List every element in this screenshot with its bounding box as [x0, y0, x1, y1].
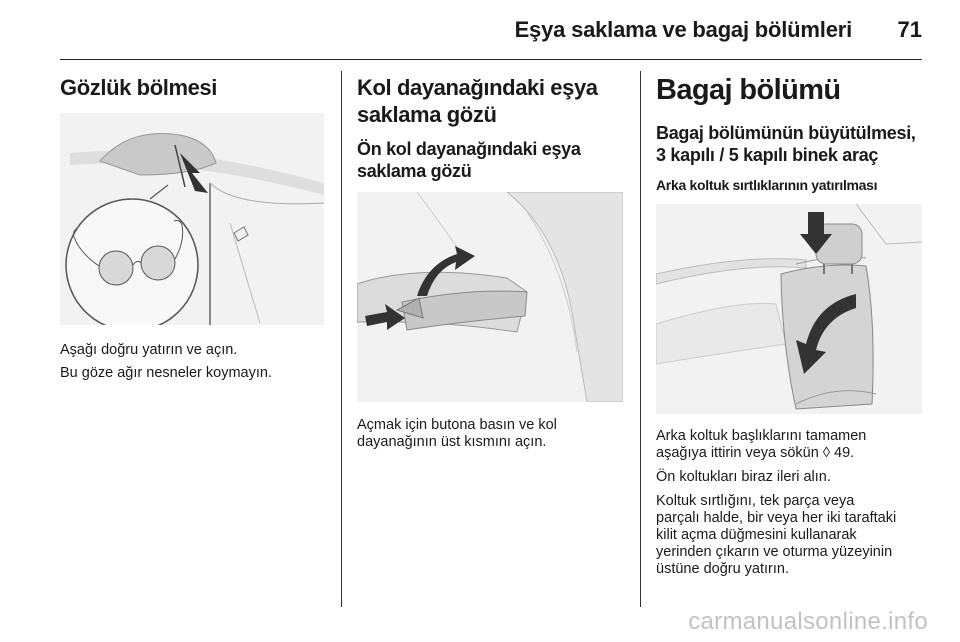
section-heading-armrest: Kol dayanağındaki eşya saklama gözü [357, 75, 598, 127]
luggage-instruction-2: Ön koltukları biraz ileri alın. [656, 469, 831, 485]
luggage-instruction-3: Koltuk sırtlığını, tek parça veya parçalı halde, bir veya her iki taraftaki kilit açma düğmesini kullanarak yerinden çıkarın ve oturma yüzeyinin üstüne doğru yatırın. [656, 493, 897, 577]
armrest-storage-illustration [357, 192, 623, 402]
section-heading-luggage: Bagaj bölümü [656, 74, 841, 106]
page-header-title: Eşya saklama ve bagaj bölümleri [514, 17, 852, 42]
section-heading-glasses: Gözlük bölmesi [60, 75, 217, 100]
watermark: carmanualsonline.info [688, 608, 928, 635]
subheading-enlarging-luggage: Bagaj bölümünün büyütülmesi, 3 kapılı / 5 kapılı binek araç [656, 123, 916, 165]
glasses-compartment-illustration [60, 113, 324, 325]
column-armrest-storage [357, 74, 625, 451]
luggage-instruction-1: Arka koltuk başlıklarını tamamen aşağıya ittirin veya sökün ◊ 49. [656, 428, 867, 461]
glasses-instruction-2: Bu göze ağır nesneler koymayın. [60, 365, 272, 381]
column-luggage [656, 74, 924, 578]
header-rule [60, 59, 922, 60]
armrest-instruction: Açmak için butona basın ve kol dayanağının üst kısmını açın. [357, 417, 557, 450]
column-glasses-compartment [60, 74, 326, 382]
glasses-instruction-1: Aşağı doğru yatırın ve açın. [60, 342, 238, 358]
rear-seat-fold-illustration [656, 204, 922, 414]
column-divider-2 [640, 71, 641, 607]
column-divider-1 [341, 71, 342, 607]
page-number: 71 [897, 17, 922, 42]
minor-heading-rear-seat: Arka koltuk sırtlıklarının yatırılması [656, 177, 878, 193]
subheading-front-armrest: Ön kol dayanağındaki eşya saklama gözü [357, 139, 581, 181]
